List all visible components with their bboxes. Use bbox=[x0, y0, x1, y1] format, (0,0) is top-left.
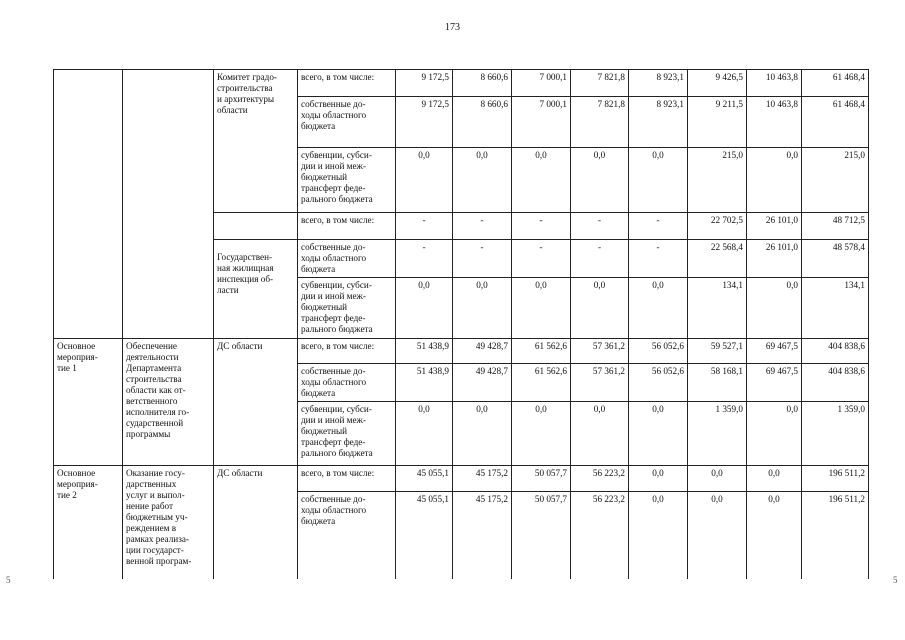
amount-cell: 45 175,2 bbox=[453, 466, 512, 492]
table-row bbox=[54, 70, 869, 97]
event-name-cell: Оказание госу- дарственных услуг и выпол- нение работ бюджетным уч- реждением в рамках реализа- ции государст- венной програм- bbox=[123, 466, 214, 579]
amount-cell: 57 361,2 bbox=[571, 364, 629, 402]
amount-cell: 9 426,5 bbox=[688, 70, 747, 97]
amount-cell: 0,0 bbox=[396, 278, 453, 339]
funding-source-cell: субвенции, субси- дии и иной меж- бюджетный трансферт феде- рального бюджета bbox=[298, 402, 396, 466]
executor-cell: ДС области bbox=[214, 466, 298, 579]
executor-cell: Государствен- ная жилищная инспекция об- ласти bbox=[214, 240, 298, 339]
amount-cell: 0,0 bbox=[571, 278, 629, 339]
amount-cell: 0,0 bbox=[747, 148, 802, 213]
event-code-cell: Основное мероприя- тие 2 bbox=[54, 466, 123, 579]
amount-cell: 61 468,4 bbox=[802, 70, 869, 97]
amount-cell: 0,0 bbox=[747, 402, 802, 466]
amount-cell: 51 438,9 bbox=[396, 364, 453, 402]
amount-cell: 134,1 bbox=[802, 278, 869, 339]
page-number: 173 bbox=[445, 22, 460, 33]
amount-cell: 48 712,5 bbox=[802, 213, 869, 240]
amount-cell: 10 463,8 bbox=[747, 97, 802, 148]
amount-cell: 0,0 bbox=[688, 466, 747, 492]
amount-cell: - bbox=[629, 240, 688, 278]
amount-cell: 51 438,9 bbox=[396, 339, 453, 364]
amount-cell: 0,0 bbox=[512, 278, 571, 339]
amount-cell: 26 101,0 bbox=[747, 240, 802, 278]
amount-cell: - bbox=[571, 213, 629, 240]
amount-cell: 0,0 bbox=[629, 148, 688, 213]
funding-source-cell: всего, в том числе: bbox=[298, 339, 396, 364]
amount-cell: - bbox=[571, 240, 629, 278]
amount-cell: 8 923,1 bbox=[629, 97, 688, 148]
amount-cell: 1 359,0 bbox=[802, 402, 869, 466]
amount-cell: 0,0 bbox=[747, 278, 802, 339]
funding-source-cell: всего, в том числе: bbox=[298, 466, 396, 492]
event-code-cell bbox=[54, 70, 123, 339]
funding-source-cell: всего, в том числе: bbox=[298, 213, 396, 240]
funding-source-cell: субвенции, субси- дии и иной меж- бюджетный трансферт феде- рального бюджета bbox=[298, 278, 396, 339]
amount-cell: 0,0 bbox=[453, 402, 512, 466]
funding-table bbox=[53, 69, 869, 579]
amount-cell: 196 511,2 bbox=[802, 492, 869, 579]
amount-cell: 58 168,1 bbox=[688, 364, 747, 402]
amount-cell: 215,0 bbox=[688, 148, 747, 213]
amount-cell: 0,0 bbox=[747, 492, 802, 579]
amount-cell: 0,0 bbox=[571, 402, 629, 466]
amount-cell: 57 361,2 bbox=[571, 339, 629, 364]
amount-cell: 0,0 bbox=[512, 148, 571, 213]
amount-cell: 7 821,8 bbox=[571, 70, 629, 97]
amount-cell: 56 052,6 bbox=[629, 364, 688, 402]
amount-cell: 56 223,2 bbox=[571, 492, 629, 579]
amount-cell: 9 172,5 bbox=[396, 70, 453, 97]
amount-cell: 0,0 bbox=[688, 492, 747, 579]
amount-cell: 134,1 bbox=[688, 278, 747, 339]
funding-source-cell: собственные до- ходы областного бюджета bbox=[298, 97, 396, 148]
event-name-cell bbox=[123, 70, 214, 339]
funding-source-cell: субвенции, субси- дии и иной меж- бюджетный трансферт феде- рального бюджета bbox=[298, 148, 396, 213]
event-name-cell: Обеспечение деятельности Департамента строительства области как от- ветственного исполнителя го- сударственной программы bbox=[123, 339, 214, 466]
amount-cell: 50 057,7 bbox=[512, 492, 571, 579]
amount-cell: 69 467,5 bbox=[747, 339, 802, 364]
amount-cell: 0,0 bbox=[629, 466, 688, 492]
executor-cell: ДС области bbox=[214, 339, 298, 466]
amount-cell: 22 702,5 bbox=[688, 213, 747, 240]
amount-cell: 404 838,6 bbox=[802, 339, 869, 364]
amount-cell: 9 211,5 bbox=[688, 97, 747, 148]
funding-source-cell: собственные до- ходы областного бюджета bbox=[298, 492, 396, 579]
amount-cell: 8 923,1 bbox=[629, 70, 688, 97]
amount-cell: 26 101,0 bbox=[747, 213, 802, 240]
amount-cell: 10 463,8 bbox=[747, 70, 802, 97]
amount-cell: 7 821,8 bbox=[571, 97, 629, 148]
amount-cell: 49 428,7 bbox=[453, 339, 512, 364]
executor-cell bbox=[214, 213, 298, 240]
executor-cell: Комитет градо- строительства и архитектуры области bbox=[214, 70, 298, 213]
amount-cell: 8 660,6 bbox=[453, 97, 512, 148]
amount-cell: 49 428,7 bbox=[453, 364, 512, 402]
amount-cell: 8 660,6 bbox=[453, 70, 512, 97]
amount-cell: 0,0 bbox=[747, 466, 802, 492]
amount-cell: - bbox=[512, 240, 571, 278]
amount-cell: 7 000,1 bbox=[512, 97, 571, 148]
left-edge-mark: 5 bbox=[6, 575, 11, 585]
amount-cell: 45 055,1 bbox=[396, 492, 453, 579]
amount-cell: 61 562,6 bbox=[512, 364, 571, 402]
amount-cell: 22 568,4 bbox=[688, 240, 747, 278]
amount-cell: - bbox=[396, 213, 453, 240]
amount-cell: 56 223,2 bbox=[571, 466, 629, 492]
amount-cell: 0,0 bbox=[396, 148, 453, 213]
amount-cell: 61 468,4 bbox=[802, 97, 869, 148]
table-row bbox=[54, 339, 869, 364]
amount-cell: 0,0 bbox=[571, 148, 629, 213]
amount-cell: 50 057,7 bbox=[512, 466, 571, 492]
amount-cell: - bbox=[453, 240, 512, 278]
amount-cell: 0,0 bbox=[629, 402, 688, 466]
event-code-cell: Основное мероприя- тие 1 bbox=[54, 339, 123, 466]
table-row bbox=[54, 466, 869, 492]
amount-cell: 196 511,2 bbox=[802, 466, 869, 492]
amount-cell: 404 838,6 bbox=[802, 364, 869, 402]
amount-cell: - bbox=[629, 213, 688, 240]
amount-cell: 69 467,5 bbox=[747, 364, 802, 402]
amount-cell: 215,0 bbox=[802, 148, 869, 213]
right-edge-mark: 5 bbox=[893, 575, 898, 585]
amount-cell: 9 172,5 bbox=[396, 97, 453, 148]
amount-cell: 0,0 bbox=[629, 278, 688, 339]
funding-source-cell: собственные до- ходы областного бюджета bbox=[298, 240, 396, 278]
funding-source-cell: всего, в том числе: bbox=[298, 70, 396, 97]
amount-cell: 56 052,6 bbox=[629, 339, 688, 364]
amount-cell: - bbox=[396, 240, 453, 278]
amount-cell: 0,0 bbox=[396, 402, 453, 466]
amount-cell: 0,0 bbox=[453, 148, 512, 213]
amount-cell: 48 578,4 bbox=[802, 240, 869, 278]
amount-cell: 59 527,1 bbox=[688, 339, 747, 364]
amount-cell: - bbox=[512, 213, 571, 240]
amount-cell: 61 562,6 bbox=[512, 339, 571, 364]
amount-cell: 1 359,0 bbox=[688, 402, 747, 466]
amount-cell: 45 175,2 bbox=[453, 492, 512, 579]
amount-cell: 0,0 bbox=[512, 402, 571, 466]
amount-cell: 7 000,1 bbox=[512, 70, 571, 97]
amount-cell: - bbox=[453, 213, 512, 240]
amount-cell: 0,0 bbox=[453, 278, 512, 339]
amount-cell: 45 055,1 bbox=[396, 466, 453, 492]
funding-source-cell: собственные до- ходы областного бюджета bbox=[298, 364, 396, 402]
amount-cell: 0,0 bbox=[629, 492, 688, 579]
